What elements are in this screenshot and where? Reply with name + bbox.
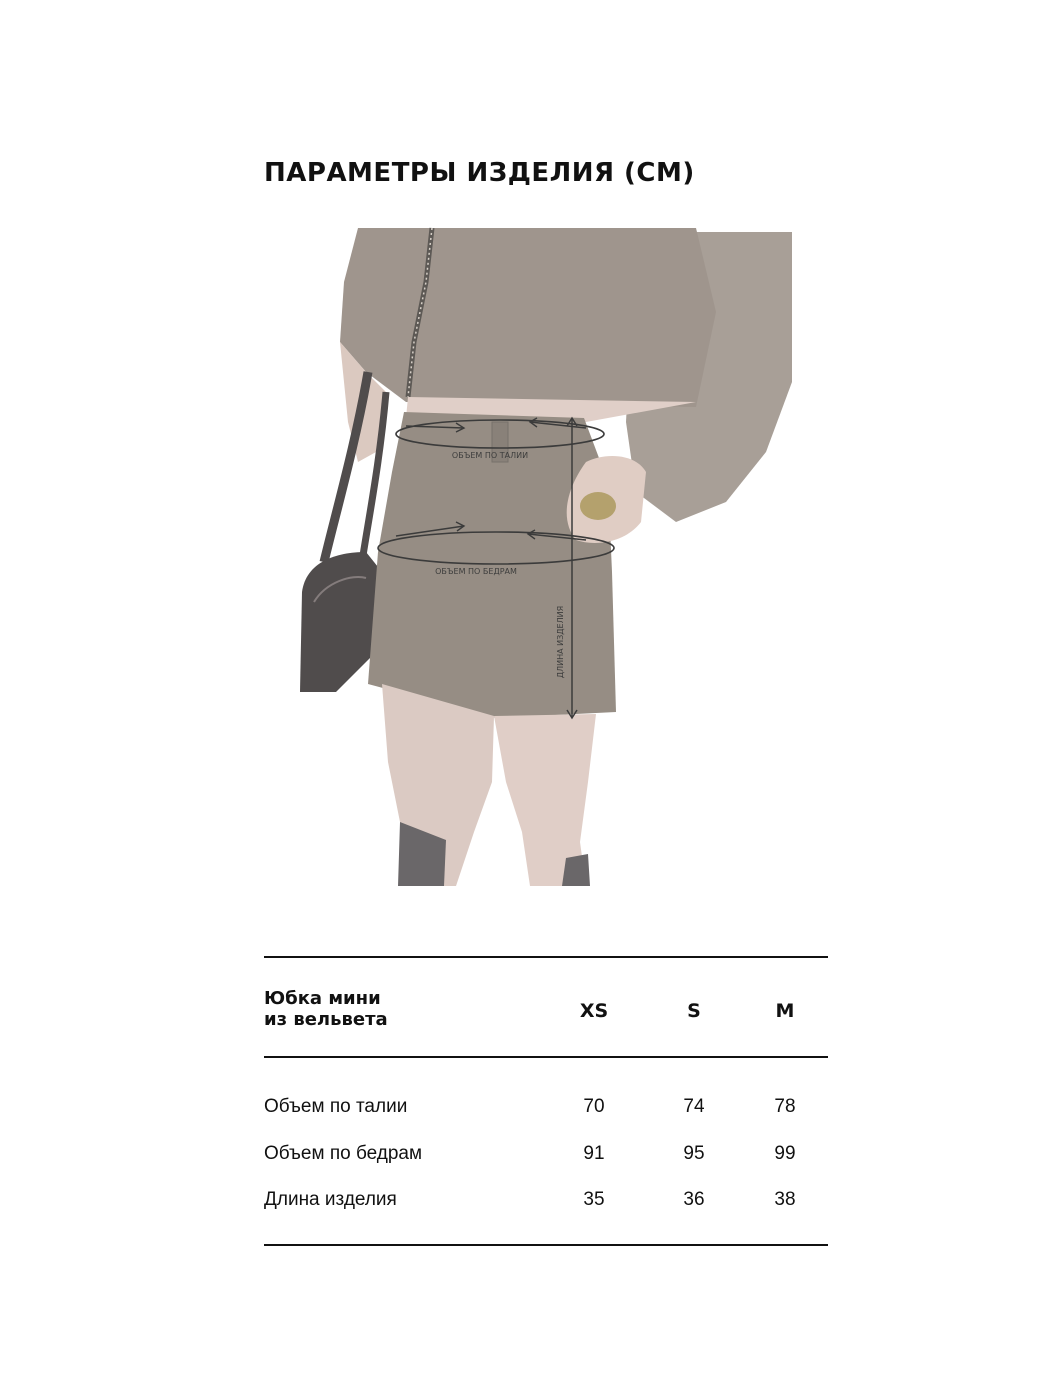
- table-bottom-rule: [264, 1244, 828, 1246]
- table-cell: 74: [683, 1096, 705, 1117]
- table-cell: 70: [583, 1096, 605, 1117]
- table-cell: 35: [583, 1189, 605, 1210]
- product-name-line-1: Юбка мини: [264, 988, 381, 1009]
- table-cell: 38: [774, 1189, 796, 1210]
- product-photo: [296, 222, 796, 886]
- product-photo-illustration: [296, 222, 796, 886]
- table-cell: 91: [583, 1143, 605, 1164]
- table-row-length: [264, 1189, 828, 1219]
- table-cell: 99: [774, 1143, 796, 1164]
- product-name: [264, 988, 504, 1030]
- waist-label: ОБЪЕМ ПО ТАЛИИ: [451, 451, 529, 460]
- size-header-m: M: [775, 1000, 795, 1022]
- table-cell: 36: [683, 1189, 705, 1210]
- row-label: Длина изделия: [264, 1189, 397, 1210]
- table-row-hips: [264, 1143, 828, 1173]
- table-row-waist: [264, 1096, 828, 1126]
- row-label: Объем по бедрам: [264, 1143, 423, 1164]
- product-name-line-2: из вельвета: [264, 1009, 388, 1030]
- size-header-xs: XS: [579, 1000, 609, 1022]
- size-table: [264, 956, 828, 1246]
- hips-label: ОБЪЕМ ПО БЕДРАМ: [435, 567, 517, 576]
- table-header: [264, 958, 828, 1056]
- length-label: ДЛИНА ИЗДЕЛИЯ: [556, 605, 565, 679]
- table-body: [264, 1058, 828, 1244]
- table-cell: 78: [774, 1096, 796, 1117]
- size-header-s: S: [687, 1000, 701, 1022]
- page-title: ПАРАМЕТРЫ ИЗДЕЛИЯ (СМ): [264, 158, 695, 188]
- table-cell: 95: [683, 1143, 705, 1164]
- row-label: Объем по талии: [264, 1096, 408, 1117]
